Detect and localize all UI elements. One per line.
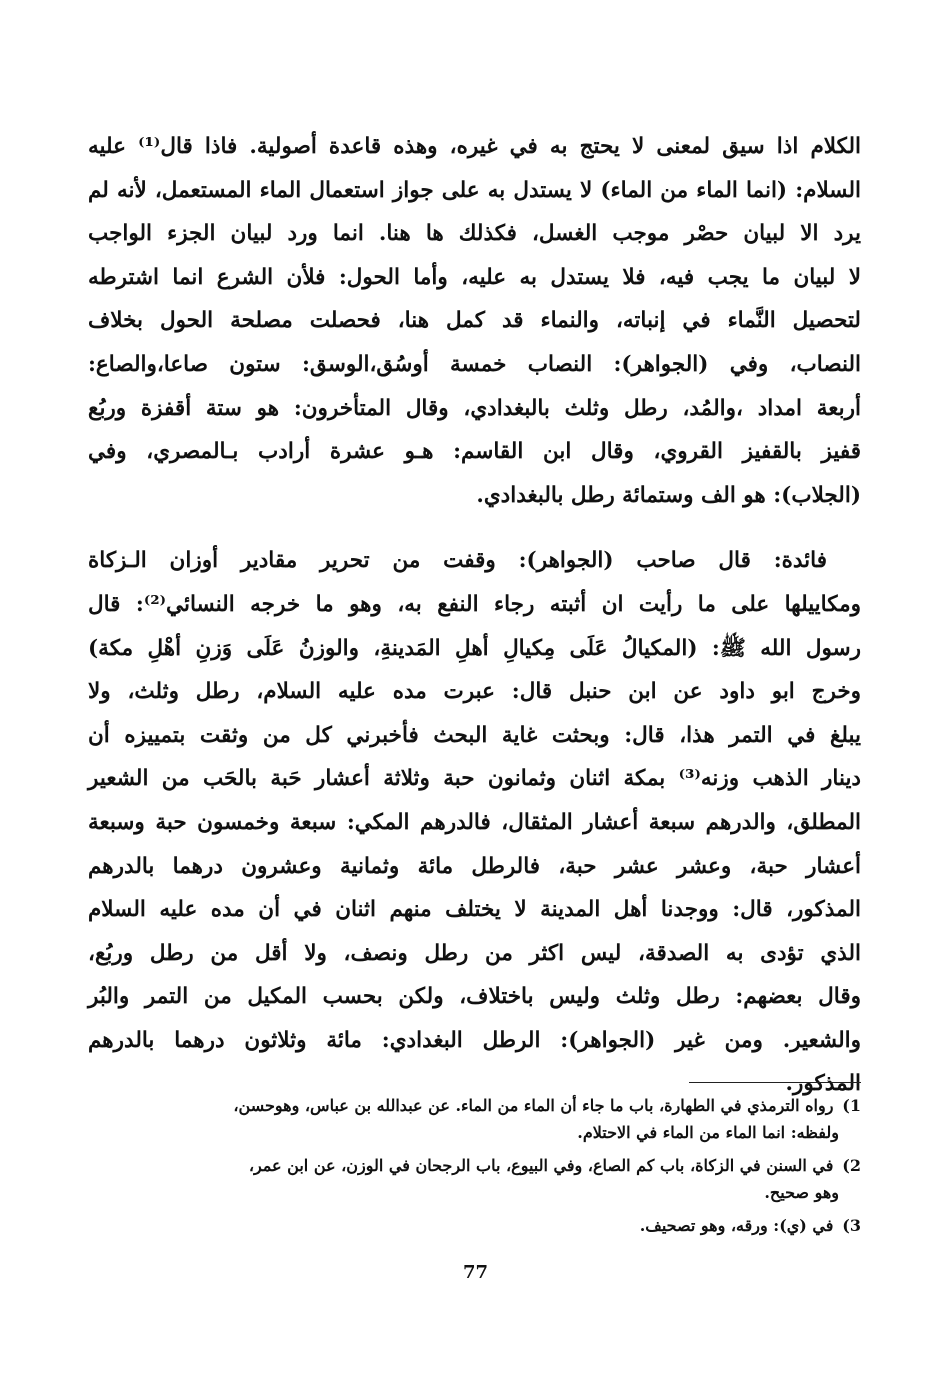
footnote-text: رواه الترمذي في الطهارة، باب ما جاء أن الماء من الماء. عن عبدالله بن عباس، وهوحسن، [233, 1096, 834, 1115]
footnotes [90, 1092, 861, 1239]
text-line: ومكاييلها على ما رأيت ان أثبته رجاء النفع به، وهو ما خرجه النسائي⁽²⁾: قال [88, 591, 861, 617]
footnote-text: وهو صحيح. [764, 1183, 839, 1202]
text-line: يبلغ في التمر هذا، قال: وبحثت غاية البحث فأخبرني كل من وثقت بتمييزه أن [88, 722, 861, 748]
footnote-separator [689, 1082, 861, 1083]
text-line: لا لبيان ما يجب فيه، فلا يستدل به عليه، وأما الحول: فلأن الشرع انما اشترطه [88, 264, 861, 290]
footnote-line [90, 1152, 861, 1179]
text-line: فائدة: قال صاحب (الجواهر): وقفت من تحرير مقادير أوزان الـزكاة [88, 548, 827, 574]
paragraph-1 [88, 125, 861, 517]
text-line: أربعة امداد ،والمُد، رطل وثلث بالبغدادي، وقال المتأخرون: هو ستة أقفزة وربُع [88, 395, 861, 421]
text-line: يرد الا لبيان حصْر موجب الغسل، فكذلك ها هنا. انما ورد لبيان الجزء الواجب [88, 221, 861, 247]
main-text [88, 125, 861, 1106]
text-line: (الجلاب): هو الف وستمائة رطل بالبغدادي. [476, 482, 861, 508]
paragraph-gap [88, 517, 861, 539]
text-line: والشعير. ومن غير (الجواهر): الرطل البغدادي: مائة وثلاثون درهما بالدرهم [88, 1027, 861, 1053]
text-line: وقال بعضهم: رطل وثلث وليس باختلاف، ولكن بحسب المكيل من التمر والبُر [88, 984, 861, 1010]
footnote-text: في السنن في الزكاة، باب كم الصاع، وفي البيوع، باب الرجحان في الوزن، عن ابن عمر، [248, 1156, 834, 1175]
text-line: المذكور. [785, 1071, 861, 1097]
page-number: 77 [462, 1262, 489, 1283]
text-line: الذي تؤدى به الصدقة، ليس اكثر من رطل ونصف، ولا أقل من رطل وربُع، [88, 940, 861, 966]
text-line: أعشار حبة، وعشر عشر حبة، فالرطل مائة وثمانية وعشرون درهما بالدرهم [88, 853, 861, 879]
footnote-number: 3) [842, 1216, 861, 1235]
text-line: النصاب، وفي (الجواهر): النصاب خمسة أوسُق،الوسق: ستون صاعا،والصاع: [88, 351, 861, 377]
text-line: المطلق، والدرهم سبعة أعشار المثقال، فالدرهم المكي: سبعة وخمسون حبة وسبعة [88, 809, 861, 835]
text-line: وخرج ابو داود عن ابن حنبل قال: عبرت مده عليه السلام، رطل وثلث، ولا [88, 679, 861, 705]
text-line: دينار الذهب وزنه⁽³⁾ بمكة اثنان وثمانون حبة وثلاثة أعشار حَبة بالحَب من الشعير [88, 766, 862, 792]
footnote-line [90, 1212, 861, 1239]
text-line: المذكور، قال: ووجدنا أهل المدينة لا يختلف منهم اثنان في أن مده عليه السلام [88, 897, 861, 923]
text-line: رسول الله ﷺ: (المكيالُ عَلَى مِكيالِ أهلِ المَدينةِ، والوزنُ عَلَى وَزنِ أهْلِ مكة) [88, 635, 861, 661]
paragraph-2 [88, 539, 861, 1106]
footnote-text: ولفظه: انما الماء من الماء في الاحتلام. [577, 1123, 839, 1142]
footnote-text: في (ي): ورقه، وهو تصحيف. [639, 1216, 834, 1235]
text-line: الكلام اذا سيق لمعنى لا يحتج به في غيره، وهذه قاعدة أصولية. فاذا قال⁽¹⁾ عليه [88, 134, 861, 159]
footnote-2 [90, 1152, 861, 1206]
text-line: قفيز بالقفيز القروي، وقال ابن القاسم: هـو عشرة أرادب بـالمصري، وفي [88, 439, 861, 465]
footnote-number: 1) [842, 1096, 861, 1115]
footnote-number: 2) [842, 1156, 861, 1175]
text-line: لتحصيل النَّماء في إنباته، والنماء قد كمل هنا، فحصلت مصلحة الحول بخلاف [88, 308, 861, 334]
text-line: السلام: (انما الماء من الماء) لا يستدل به على جواز استعمال الماء المستعمل، لأنه لم [88, 177, 861, 203]
footnote-1 [90, 1092, 861, 1146]
footnote-3 [90, 1212, 861, 1239]
footnote-line [90, 1092, 861, 1119]
